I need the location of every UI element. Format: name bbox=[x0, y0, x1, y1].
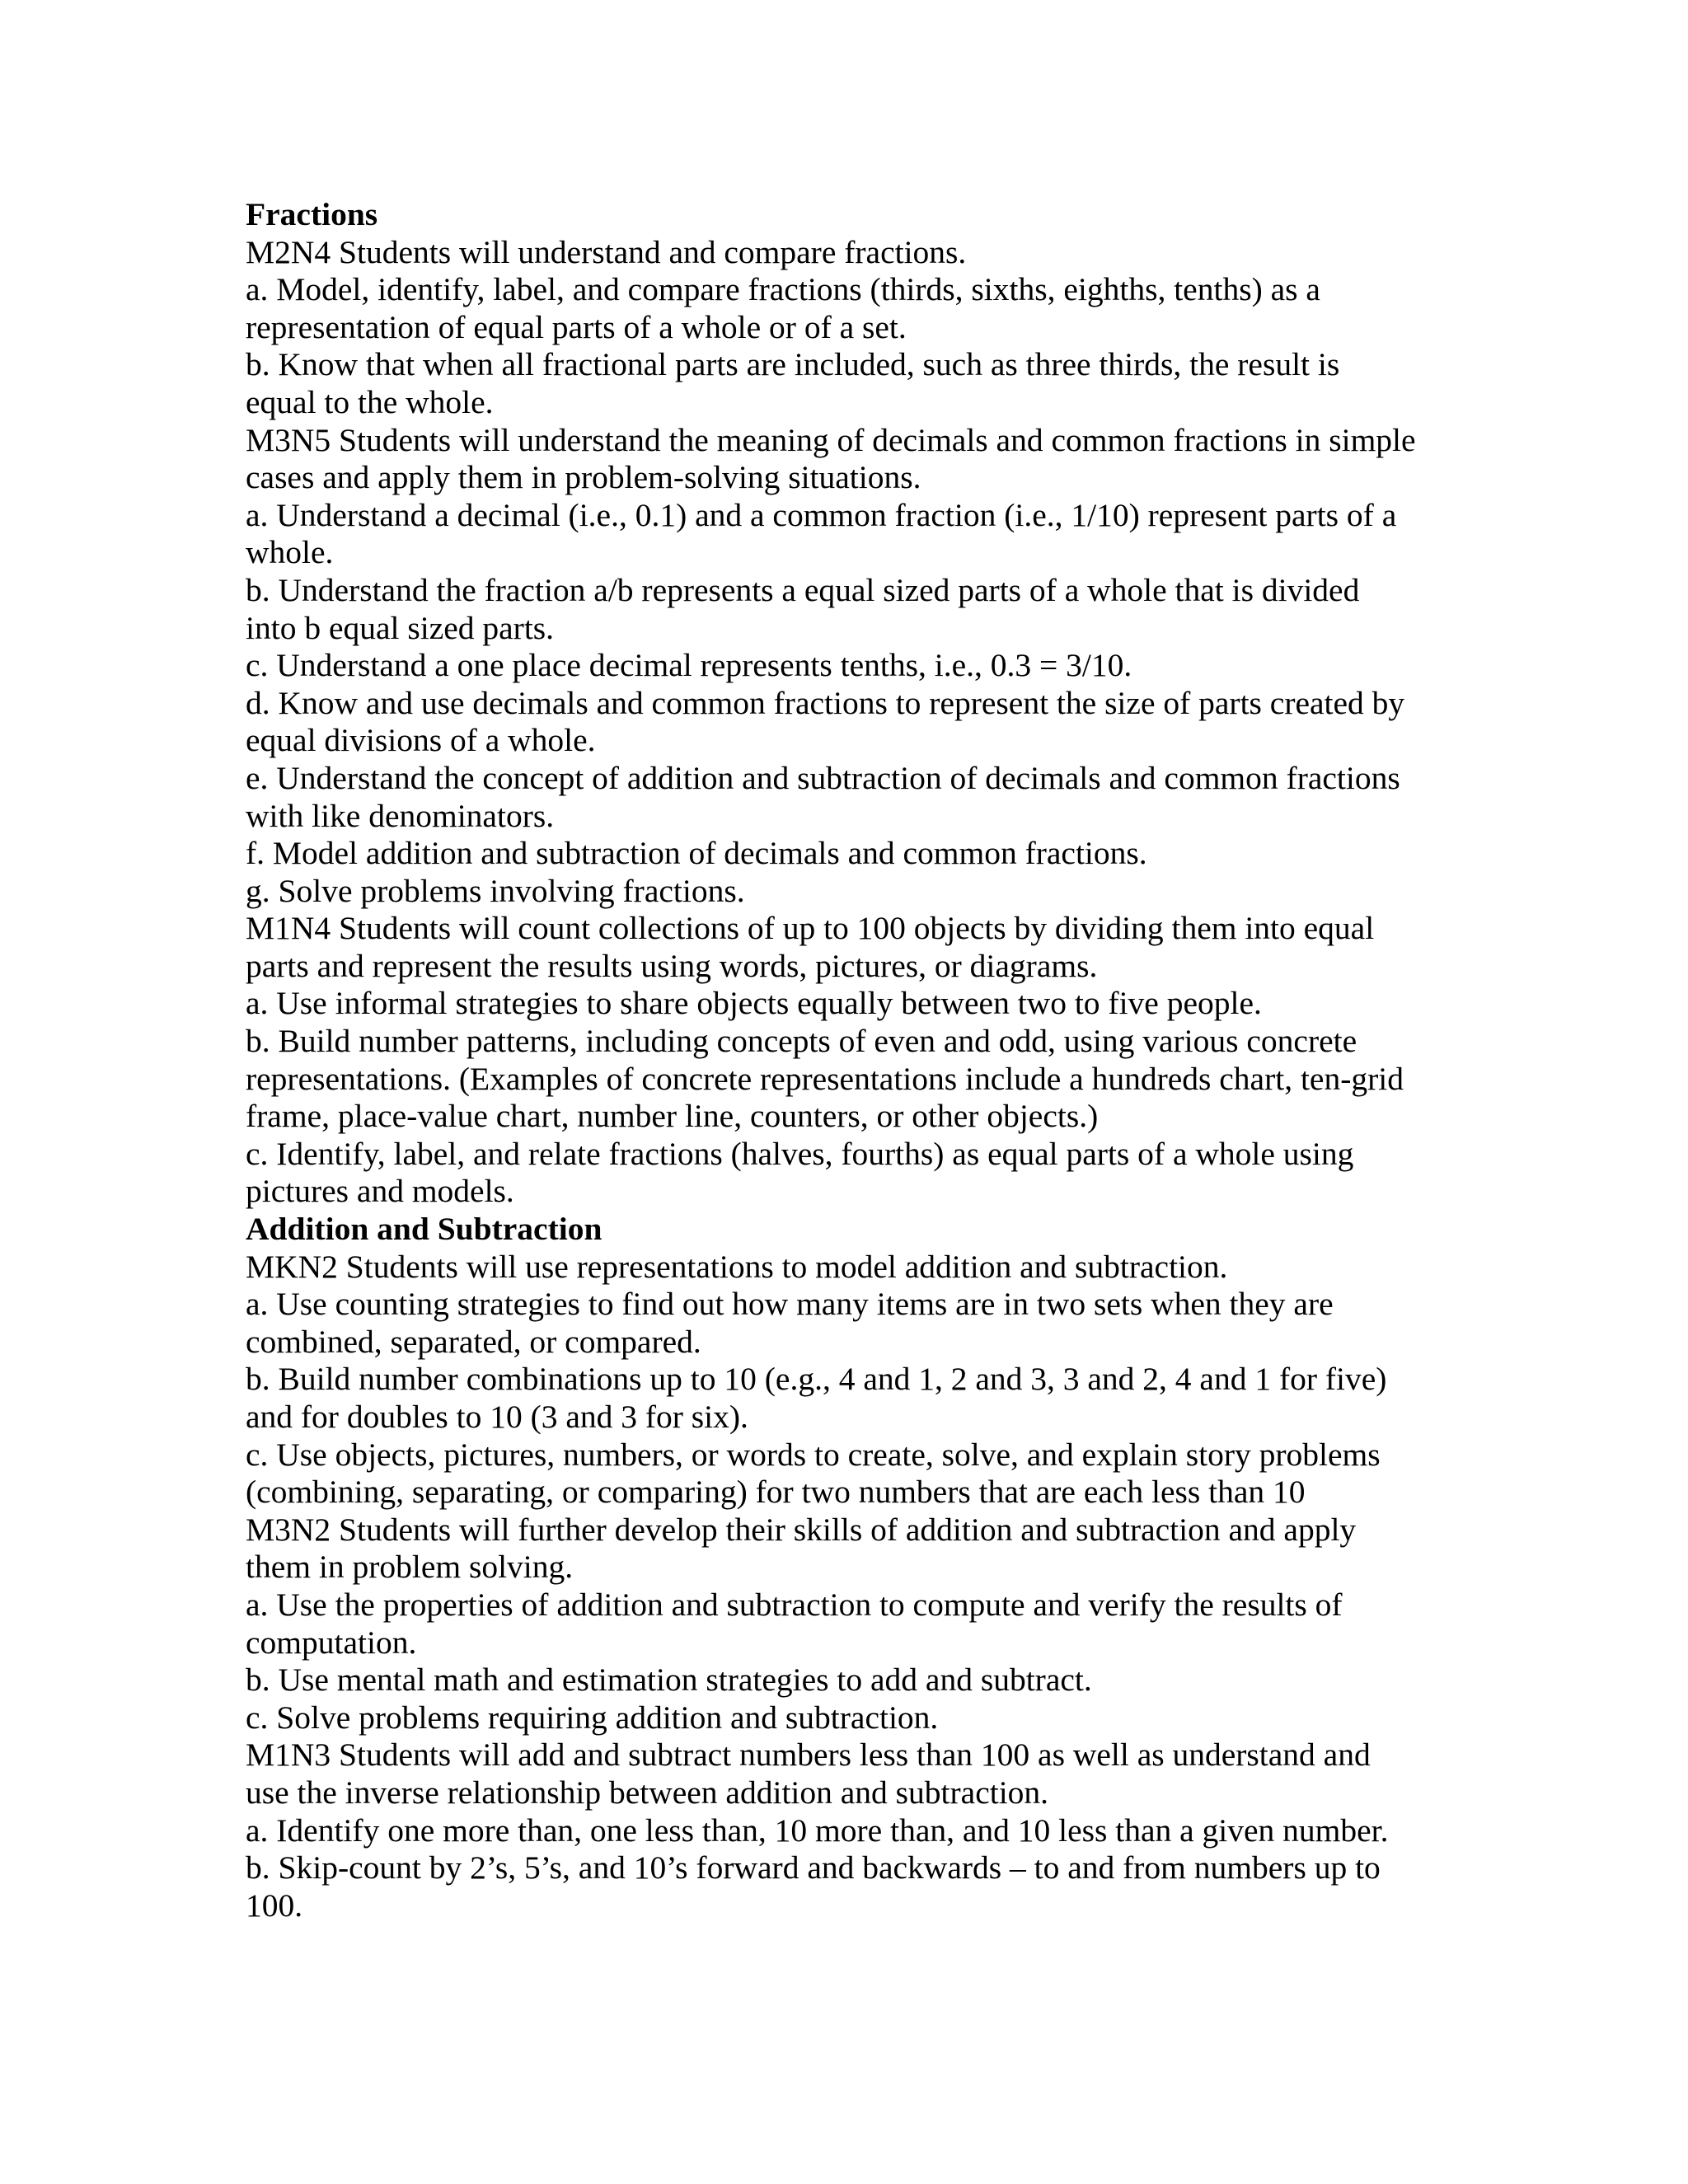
text-line: and for doubles to 10 (3 and 3 for six). bbox=[246, 1399, 748, 1435]
text-line: with like denominators. bbox=[246, 797, 555, 834]
text-line: e. Understand the concept of addition and subtraction of decimals and common fractions bbox=[246, 759, 1400, 796]
text-line: representations. (Examples of concrete representations include a hundreds chart, ten-grid bbox=[246, 1060, 1404, 1097]
text-line: equal to the whole. bbox=[246, 383, 494, 420]
text-line: b. Understand the fraction a/b represents a equal sized parts of a whole that is divided bbox=[246, 571, 1360, 608]
text-line: b. Build number patterns, including concepts of even and odd, using various concrete bbox=[246, 1023, 1357, 1060]
text-line: M1N3 Students will add and subtract numbers less than 100 as well as understand and bbox=[246, 1736, 1371, 1774]
text-line: 100. bbox=[246, 1886, 303, 1924]
text-line: equal divisions of a whole. bbox=[246, 722, 596, 759]
text-line: c. Use objects, pictures, numbers, or words to create, solve, and explain story problems bbox=[246, 1436, 1381, 1473]
text-line: a. Use counting strategies to find out how many items are in two sets when they are bbox=[246, 1286, 1334, 1323]
text-line: d. Know and use decimals and common fractions to represent the size of parts created by bbox=[246, 684, 1405, 721]
section-heading: Fractions bbox=[246, 196, 378, 232]
text-line: b. Skip-count by 2’s, 5’s, and 10’s forward and backwards – to and from numbers up to bbox=[246, 1849, 1381, 1886]
text-line: a. Model, identify, label, and compare fractions (thirds, sixths, eighths, tenths) as a bbox=[246, 271, 1320, 308]
text-line: cases and apply them in problem-solving situations. bbox=[246, 459, 921, 496]
text-line: M2N4 Students will understand and compare fractions. bbox=[246, 233, 967, 270]
text-line: a. Understand a decimal (i.e., 0.1) and a common fraction (i.e., 1/10) represent parts of a bbox=[246, 496, 1397, 533]
text-line: into b equal sized parts. bbox=[246, 609, 555, 646]
section-fractions bbox=[246, 196, 1449, 1211]
text-line: MKN2 Students will use representations to model addition and subtraction. bbox=[246, 1248, 1228, 1285]
section-heading: Addition and Subtraction bbox=[246, 1211, 603, 1248]
text-line: f. Model addition and subtraction of decimals and common fractions. bbox=[246, 835, 1147, 872]
text-line: b. Build number combinations up to 10 (e.g., 4 and 1, 2 and 3, 3 and 2, 4 and 1 for five) bbox=[246, 1361, 1387, 1398]
text-line: representation of equal parts of a whole or of a set. bbox=[246, 308, 907, 345]
text-line: b. Know that when all fractional parts are included, such as three thirds, the result is bbox=[246, 346, 1340, 383]
text-line: c. Understand a one place decimal represents tenths, i.e., 0.3 = 3/10. bbox=[246, 647, 1132, 684]
text-line: a. Use informal strategies to share objects equally between two to five people. bbox=[246, 985, 1262, 1022]
text-line: M3N2 Students will further develop their skills of addition and subtraction and apply bbox=[246, 1511, 1357, 1548]
text-line: a. Use the properties of addition and subtraction to compute and verify the results of bbox=[246, 1586, 1343, 1623]
text-line: a. Identify one more than, one less than, 10 more than, and 10 less than a given number. bbox=[246, 1811, 1389, 1849]
text-line: them in problem solving. bbox=[246, 1549, 574, 1586]
text-line: whole. bbox=[246, 534, 334, 571]
text-line: computation. bbox=[246, 1624, 417, 1661]
text-line: (combining, separating, or comparing) for two numbers that are each less than 10 bbox=[246, 1474, 1306, 1511]
text-line: combined, separated, or compared. bbox=[246, 1323, 701, 1360]
text-line: g. Solve problems involving fractions. bbox=[246, 872, 745, 909]
text-line: c. Solve problems requiring addition and subtraction. bbox=[246, 1699, 939, 1736]
document-page bbox=[246, 196, 1449, 1924]
text-line: b. Use mental math and estimation strategies to add and subtract. bbox=[246, 1661, 1092, 1699]
text-line: c. Identify, label, and relate fractions (halves, fourths) as equal parts of a whole using bbox=[246, 1135, 1354, 1172]
text-line: pictures and models. bbox=[246, 1173, 514, 1210]
text-line: parts and represent the results using words, pictures, or diagrams. bbox=[246, 947, 1098, 984]
text-line: frame, place-value chart, number line, counters, or other objects.) bbox=[246, 1098, 1099, 1135]
text-line: use the inverse relationship between addition and subtraction. bbox=[246, 1774, 1049, 1811]
text-line: M3N5 Students will understand the meaning of decimals and common fractions in simple bbox=[246, 421, 1416, 458]
section-addition-subtraction bbox=[246, 1211, 1449, 1924]
text-line: M1N4 Students will count collections of up to 100 objects by dividing them into equal bbox=[246, 910, 1375, 947]
